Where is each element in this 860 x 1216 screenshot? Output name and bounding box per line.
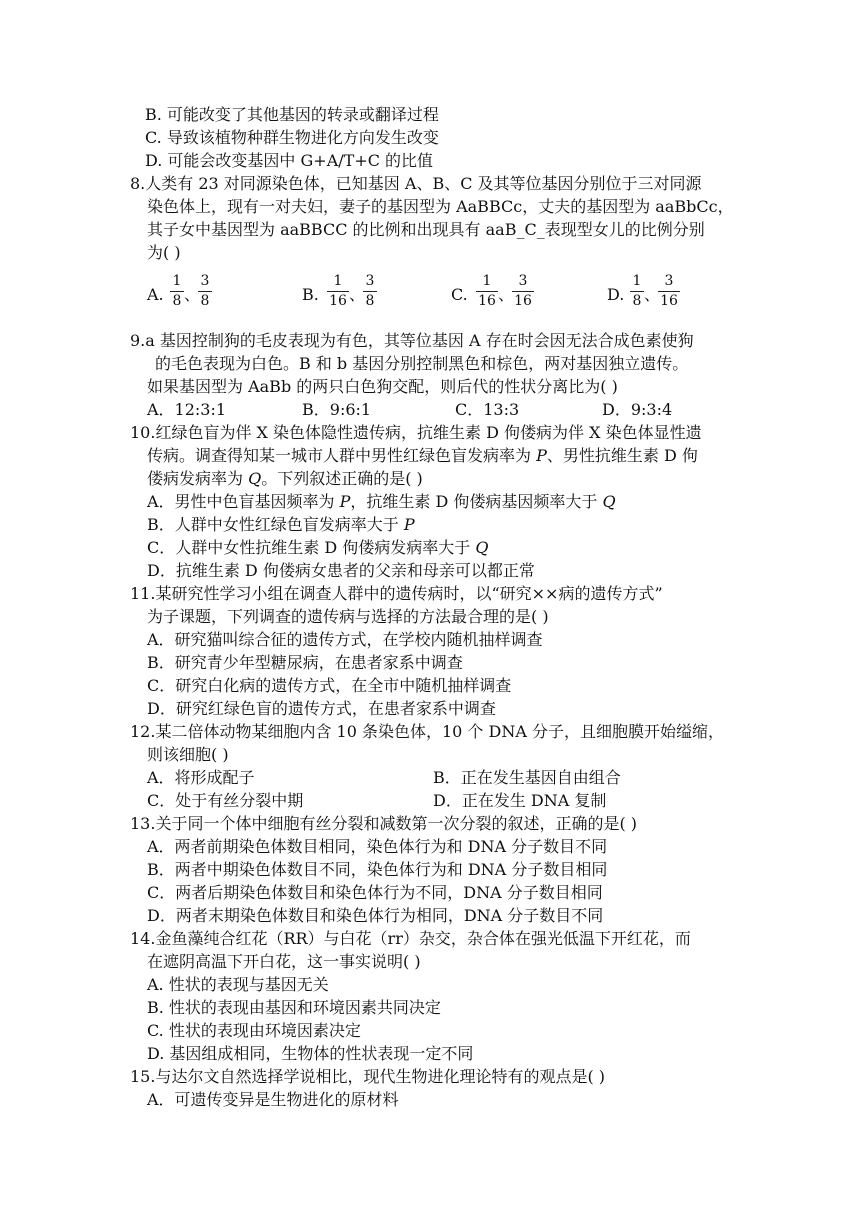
q8-stem-line3: 其子女中基因型为 aaBBCC 的比例和出现具有 aaB_C_表现型女儿的比例分别 [147, 220, 705, 239]
fraction-denominator: 8 [200, 293, 210, 309]
q15-option-a: A．可遗传变异是生物进化的原材料 [147, 1090, 399, 1109]
q8-stem-line4: 为( ) [147, 243, 181, 262]
separator: 、 [184, 285, 201, 304]
variable-p: P [339, 492, 351, 511]
text: ，抗维生素 D 佝偻病基因频率大于 [350, 492, 603, 511]
q8-option-a-fraction1 [170, 272, 184, 311]
q15-stem-line1: 15.与达尔文自然选择学说相比，现代生物进化理论特有的观点是( ) [130, 1067, 606, 1086]
q8-option-d-fraction1 [630, 272, 644, 311]
q8-option-d-fraction2 [658, 272, 680, 311]
q10-option-c [147, 537, 488, 559]
q8-stem-line1: 8.人类有 23 对同源染色体，已知基因 A、B、C 及其等位基因分别位于三对同源 [130, 174, 702, 193]
q13-option-a: A．两者前期染色体数目相同，染色体行为和 DNA 分子数目不同 [147, 837, 608, 856]
separator: 、 [498, 285, 515, 304]
q10-stem-line3 [147, 468, 423, 490]
q14-stem-line1: 14.金鱼藻纯合红花（RR）与白花（rr）杂交，杂合体在强光低温下开红花，而 [130, 929, 691, 948]
q8-option-b-fraction2 [363, 272, 377, 311]
q10-stem-line1: 10.红绿色盲为伴 X 染色体隐性遗传病，抗维生素 D 佝偻病为伴 X 染色体显性遗 [130, 423, 702, 442]
variable-q: Q [602, 492, 616, 511]
q12-option-c: C．处于有丝分裂中期 [147, 791, 304, 810]
q8-option-d-label: D. [607, 285, 625, 304]
text: 传病。调查得知某一城市人群中男性红绿色盲发病率为 [147, 446, 537, 465]
q13-stem-line1: 13.关于同一个体中细胞有丝分裂和减数第一次分裂的叙述，正确的是( ) [130, 814, 638, 833]
q11-stem-line2: 为子课题，下列调查的遗传病与选择的方法最合理的是( ) [147, 607, 549, 626]
q8-option-c-fraction2 [512, 272, 534, 311]
fraction-denominator: 8 [172, 293, 182, 309]
q14-option-d: D. 基因组成相同，生物体的性状表现一定不同 [147, 1044, 474, 1063]
fraction-denominator: 16 [329, 293, 347, 309]
q10-option-a [147, 491, 616, 513]
separator: 、 [349, 285, 366, 304]
fraction-numerator: 3 [200, 273, 210, 289]
q8-option-c-label: C. [451, 285, 468, 304]
q11-option-d: D．研究红绿色盲的遗传方式，在患者家系中调查 [147, 699, 496, 718]
q9-option-a: A．12:3:1 [147, 400, 227, 419]
fraction-denominator: 16 [478, 293, 496, 309]
q12-option-a: A．将形成配子 [147, 768, 255, 787]
q9-stem-line2: 的毛色表现为白色。B 和 b 基因分别控制黑色和棕色，两对基因独立遗传。 [155, 354, 689, 373]
fraction-denominator: 8 [632, 293, 642, 309]
q8-option-a-fraction2 [198, 272, 212, 311]
fraction-numerator: 3 [518, 273, 528, 289]
q9-option-d: D．9:3:4 [602, 400, 673, 419]
q14-stem-line2: 在遮阴高温下开白花，这一事实说明( ) [147, 952, 421, 971]
variable-p: P [536, 446, 547, 465]
q12-option-b: B．正在发生基因自由组合 [433, 768, 621, 787]
fraction-numerator: 3 [365, 273, 375, 289]
fraction-numerator: 1 [172, 273, 182, 289]
q12-stem-line2: 则该细胞( ) [147, 745, 229, 764]
q12-stem-line1: 12.某二倍体动物某细胞内含 10 条染色体，10 个 DNA 分子，且细胞膜开始缢缩， [130, 722, 724, 741]
q10-stem-line2 [147, 445, 698, 467]
q10-option-d: D．抗维生素 D 佝偻病女患者的父亲和母亲可以都正常 [147, 561, 535, 580]
q11-option-b: B．研究青少年型糖尿病，在患者家系中调查 [147, 653, 463, 672]
q10-option-b [147, 514, 415, 536]
text: 。下列叙述正确的是( ) [261, 469, 423, 488]
fraction-numerator: 1 [482, 273, 492, 289]
q13-option-b: B．两者中期染色体数目不同，染色体行为和 DNA 分子数目相同 [147, 860, 608, 879]
fraction-numerator: 1 [632, 273, 642, 289]
q7-option-c: C. 导致该植物种群生物进化方向发生改变 [145, 128, 439, 147]
q9-stem-line1: 9.a 基因控制狗的毛皮表现为有色，其等位基因 A 存在时会因无法合成色素使狗 [130, 331, 694, 350]
fraction-numerator: 1 [333, 273, 343, 289]
text: A．男性中色盲基因频率为 [147, 492, 340, 511]
text: 偻病发病率为 [147, 469, 249, 488]
text: 、男性抗维生素 D 佝 [546, 446, 698, 465]
q7-option-d: D. 可能会改变基因中 G+A/T+C 的比值 [145, 151, 434, 170]
variable-q: Q [475, 538, 489, 557]
q14-option-c: C. 性状的表现由环境因素决定 [147, 1021, 361, 1040]
q13-option-d: D．两者末期染色体数目和染色体行为相同，DNA 分子数目不同 [147, 906, 604, 925]
q7-option-b: B. 可能改变了其他基因的转录或翻译过程 [145, 105, 439, 124]
fraction-denominator: 8 [365, 293, 375, 309]
q9-option-c: C．13:3 [455, 400, 520, 419]
variable-q: Q [248, 469, 262, 488]
q8-option-c-fraction1 [476, 272, 498, 311]
text: B．人群中女性红绿色盲发病率大于 [147, 515, 404, 534]
q9-stem-line3: 如果基因型为 AaBb 的两只白色狗交配，则后代的性状分离比为( ) [147, 377, 618, 396]
q8-stem-line2: 染色体上，现有一对夫妇，妻子的基因型为 AaBBCc，丈夫的基因型为 aaBbCc， [147, 197, 734, 216]
fraction-denominator: 16 [660, 293, 678, 309]
q13-option-c: C．两者后期染色体数目和染色体行为不同，DNA 分子数目相同 [147, 883, 603, 902]
q14-option-b: B. 性状的表现由基因和环境因素共同决定 [147, 998, 441, 1017]
separator: 、 [644, 285, 661, 304]
q11-stem-line1: 11.某研究性学习小组在调查人群中的遗传病时，以“研究××病的遗传方式” [130, 584, 663, 603]
q8-option-a-label: A. [147, 285, 164, 304]
q8-option-b-fraction1 [327, 272, 349, 311]
fraction-denominator: 16 [514, 293, 532, 309]
q11-option-a: A．研究猫叫综合征的遗传方式，在学校内随机抽样调查 [147, 630, 543, 649]
fraction-numerator: 3 [664, 273, 674, 289]
q11-option-c: C．研究白化病的遗传方式，在全市中随机抽样调查 [147, 676, 512, 695]
q9-option-b: B．9:6:1 [302, 400, 372, 419]
q12-option-d: D．正在发生 DNA 复制 [433, 791, 607, 810]
q14-option-a: A. 性状的表现与基因无关 [147, 975, 329, 994]
text: C．人群中女性抗维生素 D 佝偻病发病率大于 [147, 538, 476, 557]
q8-option-b-label: B. [302, 285, 319, 304]
variable-p: P [403, 515, 415, 534]
